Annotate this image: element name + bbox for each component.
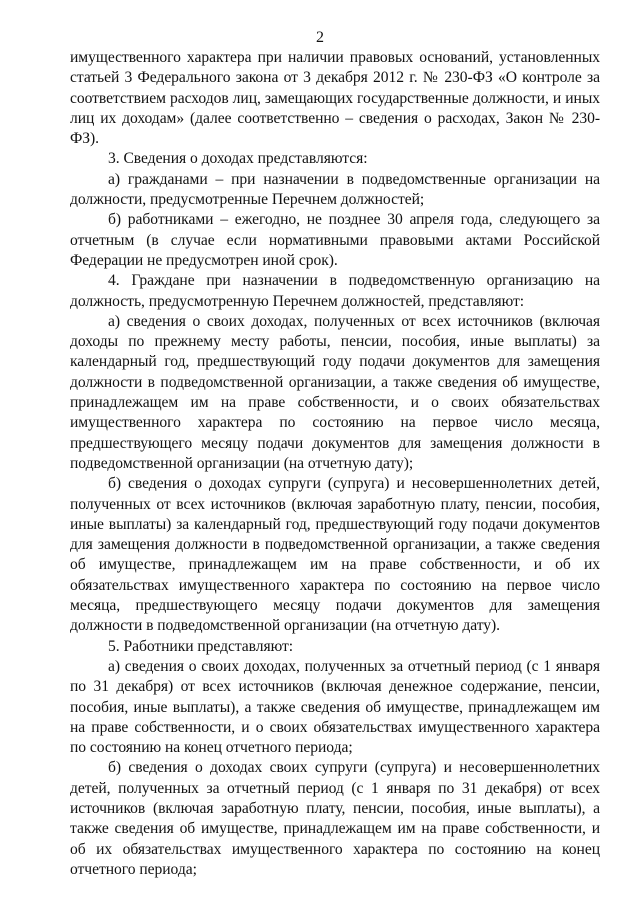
paragraph-item-4b: б) сведения о доходах супруги (супруга) и несовершеннолетних детей, полученных от всех источников (включая заработную плату, пенсии, пособия, иные выплаты) за календарный год, предшествующий году подачи документов для замещения должности в подведомственной организации, а также сведения об имуществе, принадлежащем им на праве собственности, и об их обязательствах имущественного характера по состоянию на первое число месяца, предшествующего месяцу подачи документов для замещения должности в подведомственной организации (на отчетную дату). [70,475,600,635]
document-body [70,48,600,880]
paragraph-continuation: имущественного характера при наличии правовых оснований, установленных статьей 3 Федерального закона от 3 декабря 2012 г. № 230-ФЗ «О контроле за соответствием расходов лиц, замещающих государственные должности, и иных лиц их доходам» (далее соответственно – сведения о расходах, Закон № 230-ФЗ). [70,49,600,148]
paragraph-item-5b: б) сведения о доходах своих супруги (супруга) и несовершеннолетних детей, полученных за отчетный период (с 1 января по 31 декабря) от всех источников (включая заработную плату, пенсии, пособия, иные выплаты), а также сведения об имуществе, принадлежащем им на праве собственности, и об их обязательствах имущественного характера по состоянию на конец отчетного периода; [70,759,600,878]
paragraph-item-3b: б) работниками – ежегодно, не позднее 30 апреля года, следующего за отчетным (в случае если нормативными правовыми актами Российской Федерации не предусмотрен иной срок). [70,211,600,269]
page-number: 2 [316,29,324,46]
paragraph-item-4: 4. Граждане при назначении в подведомственную организацию на должность, предусмотренную Перечнем должностей, представляют: [70,272,600,310]
paragraph-item-4a: а) сведения о своих доходах, полученных от всех источников (включая доходы по прежнему месту работы, пенсии, пособия, иные выплаты) за календарный год, предшествующий году подачи документов для замещения должности в подведомственной организации, а также сведения об имуществе, принадлежащем им на праве собственности, и о своих обязательствах имущественного характера по состоянию на первое число месяца, предшествующего месяцу подачи документов для замещения должности в подведомственной организации (на отчетную дату); [70,312,600,472]
paragraph-item-5a: а) сведения о своих доходах, полученных за отчетный период (с 1 января по 31 декабря) от всех источников (включая денежное содержание, пенсии, пособия, иные выплаты), а также сведения об имуществе, принадлежащем им на праве собственности, и о своих обязательствах имущественного характера по состоянию на конец отчетного периода; [70,657,600,757]
paragraph-item-3: 3. Сведения о доходах представляются: [108,150,368,168]
paragraph-item-5: 5. Работники представляют: [108,637,294,655]
paragraph-item-3a: а) гражданами – при назначении в подведомственные организации на должности, предусмотренные Перечнем должностей; [70,170,600,209]
